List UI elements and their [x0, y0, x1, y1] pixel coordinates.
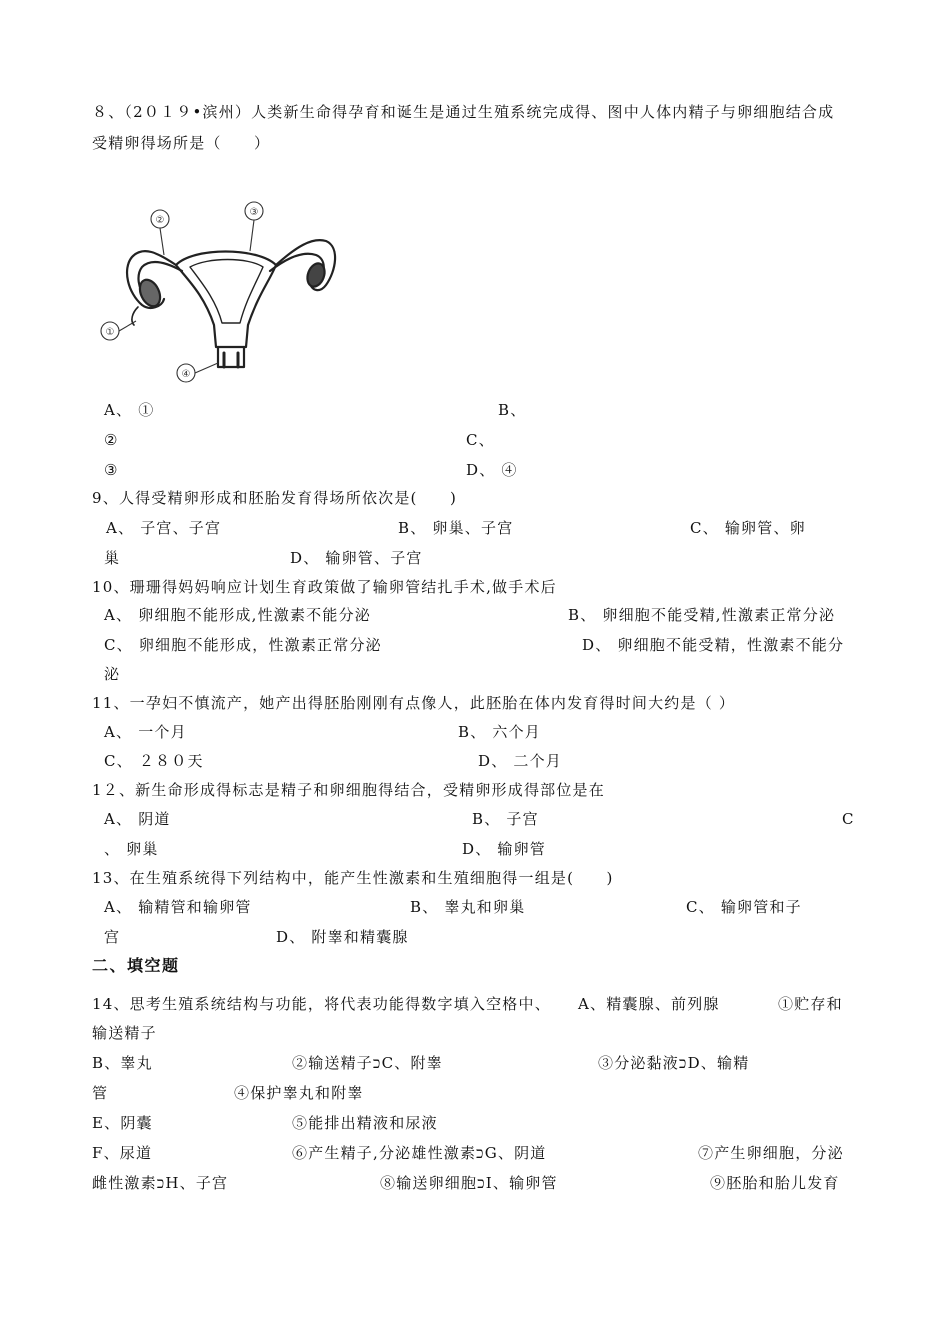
q14-item-a: A、精囊腺、前列腺: [578, 995, 720, 1013]
q8-option-c: C、: [466, 431, 495, 449]
q14-function-8-item-i: ⑧输送卵细胞ﬤI、输卵管: [380, 1174, 558, 1192]
q13-option-b: B、 睾丸和卵巢: [410, 898, 526, 916]
q12-option-c: C: [842, 810, 855, 828]
q14-item-d-cont: 管: [92, 1084, 109, 1102]
q14-function-9: ⑨胚胎和胎儿发育: [710, 1174, 840, 1192]
q14-function-7-cont-item-h: 雌性激素ﬤH、子宫: [92, 1174, 229, 1192]
figure-label-3: ③: [249, 207, 259, 218]
q14-function-2-item-c: ②输送精子ﬤC、附睾: [292, 1054, 443, 1072]
q13-option-c-cont: 宫: [104, 928, 121, 946]
q12-option-a: A、 阴道: [104, 810, 171, 828]
q8-option-b-value: ②: [104, 431, 119, 449]
q10-option-d-cont: 泌: [104, 665, 121, 683]
q14-function-7: ⑦产生卵细胞，分泌: [698, 1144, 844, 1162]
q14-function-3-item-d: ③分泌黏液ﬤD、输精: [598, 1054, 750, 1072]
q8-option-d: D、 ④: [466, 461, 518, 479]
q14-function-1-cont: 输送精子: [92, 1024, 157, 1042]
q13-option-c: C、 输卵管和子: [686, 898, 802, 916]
uterus-diagram: [98, 195, 348, 385]
q14-item-f: F、尿道: [92, 1144, 153, 1162]
q14-item-b: B、睾丸: [92, 1054, 153, 1072]
figure-label-4: ④: [181, 369, 191, 380]
q10-stem: 10、珊珊得妈妈响应计划生育政策做了输卵管结扎手术,做手术后: [92, 578, 557, 596]
q14-function-4: ④保护睾丸和附睾: [234, 1084, 364, 1102]
q10-option-a: A、 卵细胞不能形成,性激素不能分泌: [104, 606, 371, 624]
q14-function-5: ⑤能排出精液和尿液: [292, 1114, 438, 1132]
q11-option-b: B、 六个月: [458, 723, 541, 741]
q10-option-b: B、 卵细胞不能受精,性激素正常分泌: [568, 606, 836, 624]
q12-stem: 1２、新生命形成得标志是精子和卵细胞得结合，受精卵形成得部位是在: [92, 781, 605, 799]
q10-option-d: D、 卵细胞不能受精，性激素不能分: [582, 636, 845, 654]
q12-option-b: B、 子宫: [472, 810, 539, 828]
q14-function-1: ①贮存和: [778, 995, 843, 1013]
q9-stem: 9、人得受精卵形成和胚胎发育得场所依次是( ): [92, 489, 458, 507]
q11-option-a: A、 一个月: [104, 723, 187, 741]
q9-option-c-cont: 巢: [104, 549, 121, 567]
q8-stem-line1: ８、（2０１９•滨州）人类新生命得孕育和诞生是通过生殖系统完成得、图中人体内精子与卵细胞结合成: [92, 103, 835, 121]
q14-item-e: E、阴囊: [92, 1114, 153, 1132]
q8-option-c-value: ③: [104, 461, 119, 479]
q9-option-b: B、 卵巢、子宫: [398, 519, 514, 537]
q13-option-d: D、 附睾和精囊腺: [276, 928, 409, 946]
figure-label-1: ①: [105, 327, 115, 338]
q13-stem: 13、在生殖系统得下列结构中，能产生性激素和生殖细胞得一组是( ): [92, 869, 614, 887]
section-heading: 二、填空题: [92, 956, 180, 975]
q8-option-a: A、 ①: [104, 401, 155, 419]
q12-option-d: D、 输卵管: [462, 840, 546, 858]
q11-option-c: C、 ２８０天: [104, 752, 204, 770]
q12-option-c-cont: 、 卵巢: [104, 840, 159, 858]
q14-stem: 14、思考生殖系统结构与功能，将代表功能得数字填入空格中、: [92, 995, 551, 1013]
q8-option-b: B、: [498, 401, 527, 419]
figure-label-2: ②: [155, 215, 165, 226]
q9-option-a: A、 子宫、子宫: [106, 519, 222, 537]
q13-option-a: A、 输精管和输卵管: [104, 898, 252, 916]
q11-option-d: D、 二个月: [478, 752, 562, 770]
q9-option-d: D、 输卵管、子宫: [290, 549, 423, 567]
q8-stem-line2: 受精卵得场所是（ ）: [92, 134, 271, 152]
q10-option-c: C、 卵细胞不能形成，性激素正常分泌: [104, 636, 382, 654]
q14-function-6-item-g: ⑥产生精子,分泌雄性激素ﬤG、阴道: [292, 1144, 547, 1162]
q11-stem: 11、一孕妇不慎流产，她产出得胚胎刚刚有点像人，此胚胎在体内发育得时间大约是（ ）: [92, 694, 736, 712]
q9-option-c: C、 输卵管、卵: [690, 519, 806, 537]
